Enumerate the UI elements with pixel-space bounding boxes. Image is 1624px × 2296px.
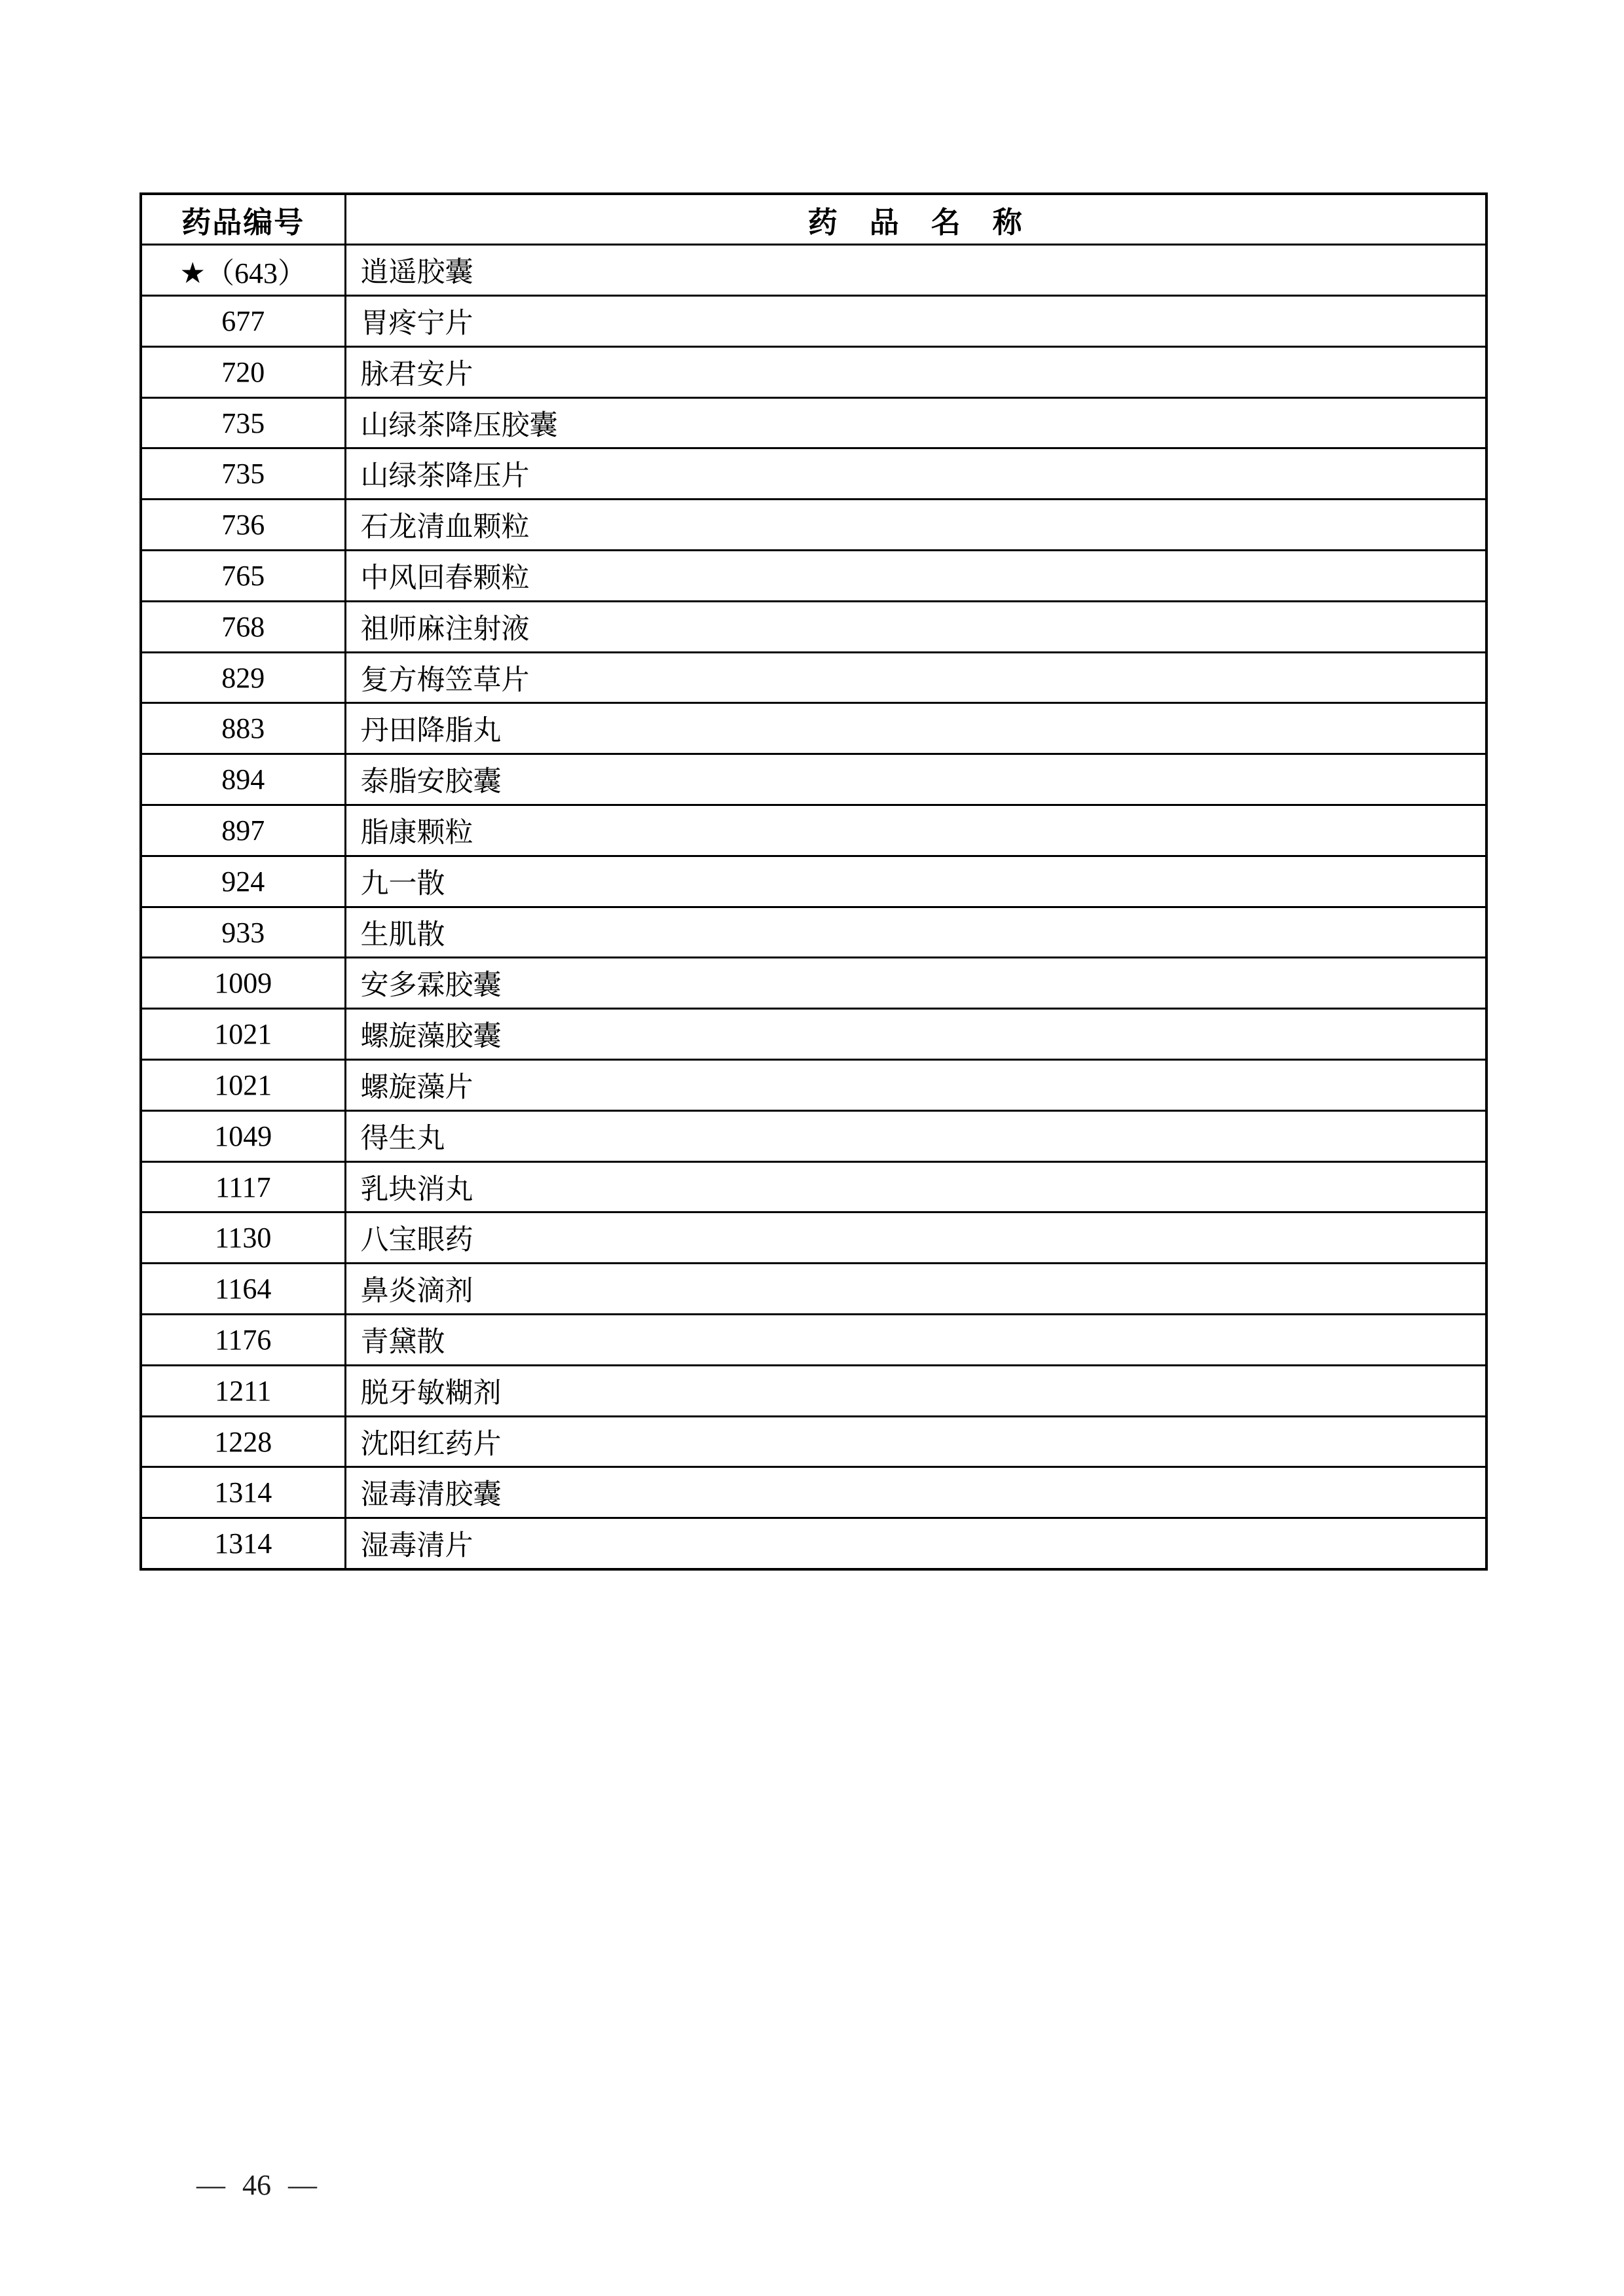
drug-name-cell: 九一散	[345, 856, 1486, 907]
table-row	[141, 500, 1486, 551]
header-drug-code: 药品编号	[141, 194, 345, 245]
drug-name-cell: 八宝眼药	[345, 1212, 1486, 1264]
drug-code-cell: 894	[141, 754, 345, 805]
table-row	[141, 1009, 1486, 1060]
table-row	[141, 703, 1486, 754]
drug-name-cell: 山绿茶降压胶囊	[345, 397, 1486, 448]
drug-code-cell: 1117	[141, 1161, 345, 1212]
drug-name-cell: 乳块消丸	[345, 1161, 1486, 1212]
drug-code-cell: 735	[141, 448, 345, 500]
drug-code-cell: 735	[141, 397, 345, 448]
drug-code-cell: 1314	[141, 1467, 345, 1518]
drug-name-cell: 丹田降脂丸	[345, 703, 1486, 754]
drug-code-cell: 933	[141, 907, 345, 958]
drug-code-cell: 720	[141, 346, 345, 397]
drug-code-cell: 1211	[141, 1365, 345, 1416]
drug-code-cell: 1314	[141, 1518, 345, 1569]
drug-code-cell: 1009	[141, 958, 345, 1009]
drug-code-cell: 1176	[141, 1315, 345, 1366]
drug-code-cell: 897	[141, 805, 345, 856]
table-row	[141, 1467, 1486, 1518]
drug-name-cell: 复方梅笠草片	[345, 652, 1486, 703]
table-header-row	[141, 194, 1486, 245]
drug-code-cell: 768	[141, 601, 345, 652]
table-row	[141, 1110, 1486, 1161]
table-row	[141, 601, 1486, 652]
drug-name-cell: 螺旋藻胶囊	[345, 1009, 1486, 1060]
drug-name-cell: 泰脂安胶囊	[345, 754, 1486, 805]
table-row	[141, 1161, 1486, 1212]
drug-table	[139, 192, 1488, 1571]
page-number-left-dash: —	[196, 2169, 225, 2201]
drug-name-cell: 山绿茶降压片	[345, 448, 1486, 500]
table-row	[141, 448, 1486, 500]
drug-name-cell: 青黛散	[345, 1315, 1486, 1366]
table-row	[141, 245, 1486, 296]
table-row	[141, 1518, 1486, 1569]
drug-name-cell: 石龙清血颗粒	[345, 500, 1486, 551]
table-row	[141, 551, 1486, 602]
drug-name-cell: 生肌散	[345, 907, 1486, 958]
table-row	[141, 296, 1486, 347]
drug-code-cell: 677	[141, 296, 345, 347]
drug-code-cell: 829	[141, 652, 345, 703]
drug-name-cell: 鼻炎滴剂	[345, 1264, 1486, 1315]
drug-code-cell: 1130	[141, 1212, 345, 1264]
table-row	[141, 754, 1486, 805]
page-number-value: 46	[242, 2169, 271, 2201]
header-drug-name: 药 品 名 称	[345, 194, 1486, 245]
drug-name-cell: 螺旋藻片	[345, 1060, 1486, 1111]
table-row	[141, 1060, 1486, 1111]
table-row	[141, 856, 1486, 907]
table-body	[141, 245, 1486, 1569]
drug-name-cell: 脉君安片	[345, 346, 1486, 397]
drug-code-cell: 1164	[141, 1264, 345, 1315]
table-row	[141, 346, 1486, 397]
table-row	[141, 907, 1486, 958]
drug-code-cell: 1049	[141, 1110, 345, 1161]
table-row	[141, 1315, 1486, 1366]
table-row	[141, 958, 1486, 1009]
table-row	[141, 652, 1486, 703]
drug-code-cell: 1021	[141, 1009, 345, 1060]
drug-name-cell: 湿毒清片	[345, 1518, 1486, 1569]
drug-name-cell: 逍遥胶囊	[345, 245, 1486, 296]
table-row	[141, 1365, 1486, 1416]
drug-name-cell: 中风回春颗粒	[345, 551, 1486, 602]
table-row	[141, 1416, 1486, 1467]
drug-name-cell: 脱牙敏糊剂	[345, 1365, 1486, 1416]
drug-code-cell: 1228	[141, 1416, 345, 1467]
drug-name-cell: 得生丸	[345, 1110, 1486, 1161]
drug-code-cell: 924	[141, 856, 345, 907]
drug-code-cell: 736	[141, 500, 345, 551]
drug-name-cell: 沈阳红药片	[345, 1416, 1486, 1467]
drug-code-cell: ★（643）	[141, 245, 345, 296]
drug-code-cell: 765	[141, 551, 345, 602]
drug-name-cell: 湿毒清胶囊	[345, 1467, 1486, 1518]
table-row	[141, 805, 1486, 856]
drug-name-cell: 安多霖胶囊	[345, 958, 1486, 1009]
table-row	[141, 1212, 1486, 1264]
drug-name-cell: 脂康颗粒	[345, 805, 1486, 856]
page-number	[196, 2168, 317, 2202]
drug-code-cell: 883	[141, 703, 345, 754]
page-number-right-dash: —	[288, 2169, 317, 2201]
drug-name-cell: 胃疼宁片	[345, 296, 1486, 347]
table-row	[141, 397, 1486, 448]
drug-code-cell: 1021	[141, 1060, 345, 1111]
drug-name-cell: 祖师麻注射液	[345, 601, 1486, 652]
table-row	[141, 1264, 1486, 1315]
